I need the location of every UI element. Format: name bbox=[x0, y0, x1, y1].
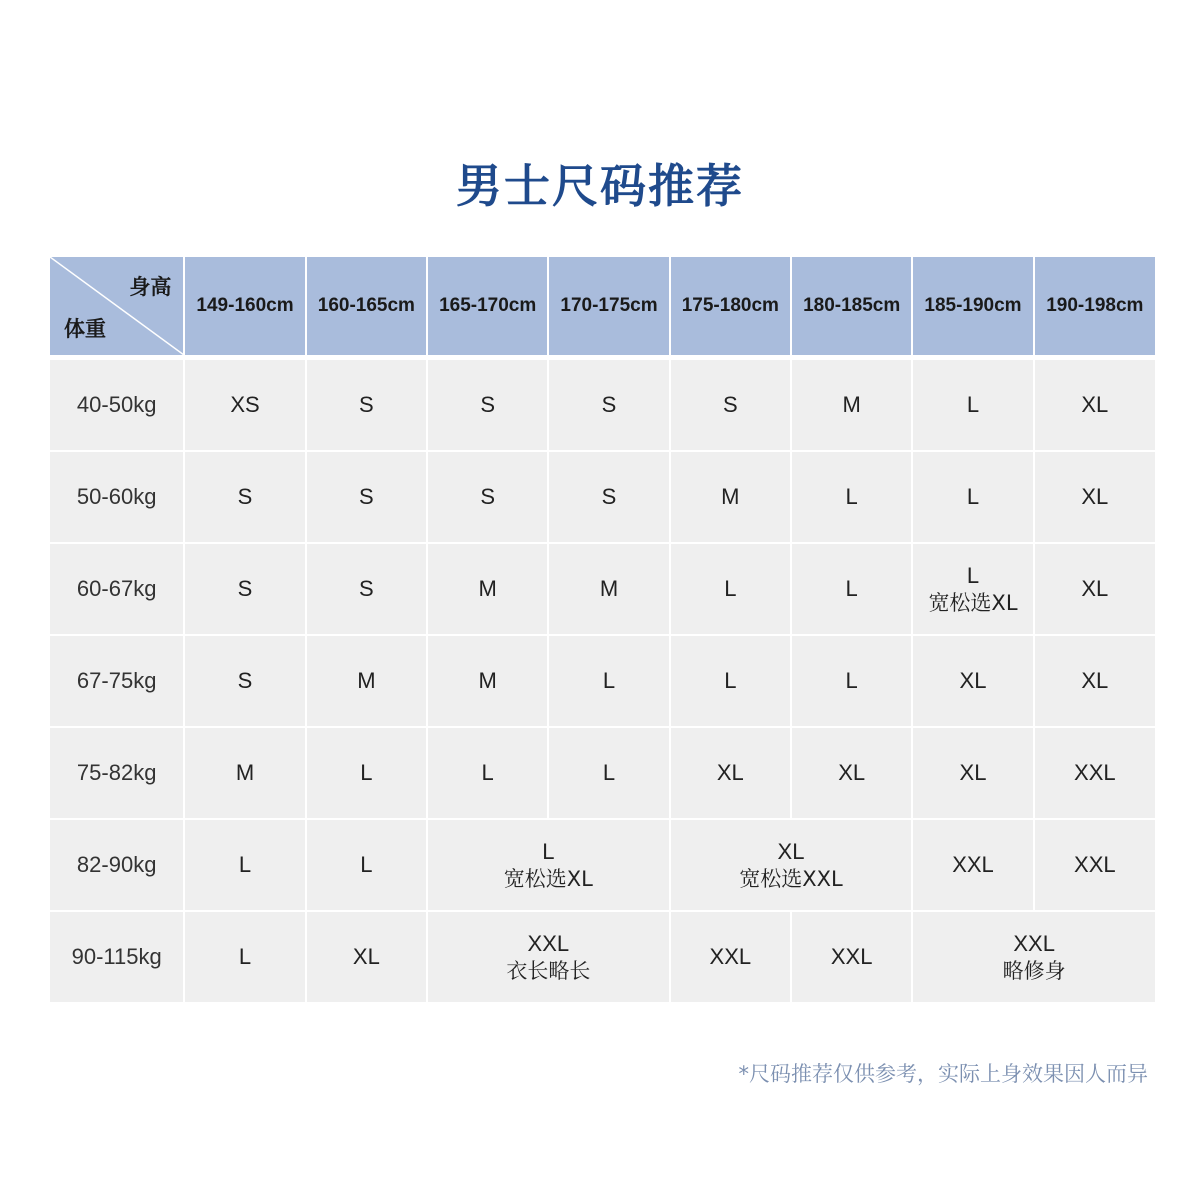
size-cell bbox=[1034, 635, 1155, 727]
size-cell bbox=[1034, 543, 1155, 635]
weight-row-label: 50-60kg bbox=[50, 451, 184, 543]
size-value: S bbox=[359, 576, 374, 602]
footnote: *尺码推荐仅供参考，实际上身效果因人而异 bbox=[738, 1062, 1148, 1086]
size-value: L bbox=[238, 852, 252, 878]
size-value: M bbox=[357, 668, 376, 694]
size-cell bbox=[306, 358, 427, 452]
size-value: S bbox=[480, 392, 496, 418]
size-cell bbox=[791, 911, 912, 1002]
size-cell bbox=[427, 727, 548, 819]
table-row bbox=[50, 819, 1155, 911]
size-cell bbox=[306, 451, 427, 543]
size-value: XS bbox=[230, 392, 260, 418]
size-cell bbox=[306, 727, 427, 819]
size-cell bbox=[791, 451, 912, 543]
table-row bbox=[50, 911, 1155, 1002]
size-cell bbox=[1034, 358, 1155, 452]
height-column-header: 170-175cm bbox=[548, 257, 669, 358]
size-cell bbox=[427, 819, 670, 911]
size-value: S bbox=[237, 576, 253, 602]
weight-row-label: 67-75kg bbox=[50, 635, 184, 727]
corner-header-cell bbox=[50, 257, 184, 358]
size-cell bbox=[670, 635, 791, 727]
size-value: M bbox=[842, 392, 861, 418]
size-cell bbox=[548, 635, 669, 727]
size-value: XL bbox=[716, 760, 744, 786]
size-value: XXL bbox=[1013, 931, 1055, 957]
size-cell bbox=[306, 911, 427, 1002]
size-cell bbox=[427, 358, 548, 452]
size-cell bbox=[548, 451, 669, 543]
size-value: S bbox=[359, 484, 374, 510]
height-axis-label: 身高 bbox=[129, 275, 172, 299]
size-cell bbox=[184, 358, 305, 452]
height-column-header: 185-190cm bbox=[912, 257, 1033, 358]
table-row bbox=[50, 727, 1155, 819]
size-value: L bbox=[966, 392, 980, 418]
size-cell bbox=[670, 543, 791, 635]
size-value: S bbox=[601, 392, 617, 418]
size-cell bbox=[184, 819, 305, 911]
height-column-header: 180-185cm bbox=[791, 257, 912, 358]
size-cell bbox=[427, 911, 670, 1002]
size-value: XXL bbox=[830, 944, 873, 970]
size-cell bbox=[427, 451, 548, 543]
size-value: XXL bbox=[709, 944, 752, 970]
table-row bbox=[50, 358, 1155, 452]
size-note: 宽松选XL bbox=[928, 590, 1018, 615]
size-value: M bbox=[478, 576, 497, 602]
size-value: L bbox=[966, 484, 980, 510]
size-value: L bbox=[360, 760, 373, 786]
table-row bbox=[50, 543, 1155, 635]
size-value: S bbox=[601, 484, 617, 510]
size-value: XXL bbox=[1074, 760, 1116, 786]
size-cell bbox=[427, 543, 548, 635]
size-value: L bbox=[724, 668, 737, 694]
size-value: S bbox=[359, 392, 374, 418]
size-value: XL bbox=[838, 760, 866, 786]
size-cell bbox=[670, 358, 791, 452]
size-cell bbox=[1034, 727, 1155, 819]
size-cell bbox=[548, 543, 669, 635]
table-row bbox=[50, 451, 1155, 543]
size-cell bbox=[306, 543, 427, 635]
size-cell bbox=[791, 358, 912, 452]
size-value: L bbox=[602, 760, 616, 786]
weight-axis-label: 体重 bbox=[64, 317, 106, 341]
size-value: M bbox=[721, 484, 740, 510]
size-cell bbox=[670, 911, 791, 1002]
size-value: XL bbox=[959, 668, 987, 694]
size-value: XL bbox=[777, 839, 805, 865]
size-value: L bbox=[845, 576, 858, 602]
weight-row-label: 82-90kg bbox=[50, 819, 184, 911]
size-cell bbox=[184, 635, 305, 727]
size-cell bbox=[184, 911, 305, 1002]
size-cell bbox=[791, 635, 912, 727]
size-value: XL bbox=[959, 760, 987, 786]
size-note: 略修身 bbox=[1002, 958, 1066, 983]
height-column-header: 175-180cm bbox=[670, 257, 791, 358]
size-value: S bbox=[237, 484, 253, 510]
header-row bbox=[50, 257, 1155, 358]
size-value: L bbox=[845, 668, 858, 694]
size-cell bbox=[184, 451, 305, 543]
size-cell bbox=[548, 358, 669, 452]
size-value: L bbox=[966, 563, 980, 589]
size-value: XL bbox=[1081, 576, 1109, 602]
size-cell bbox=[184, 543, 305, 635]
weight-row-label: 90-115kg bbox=[50, 911, 184, 1002]
size-cell bbox=[912, 451, 1033, 543]
size-cell bbox=[791, 727, 912, 819]
weight-row-label: 60-67kg bbox=[50, 543, 184, 635]
size-value: L bbox=[724, 576, 737, 602]
height-column-header: 160-165cm bbox=[306, 257, 427, 358]
size-value: L bbox=[360, 852, 373, 878]
size-cell bbox=[306, 819, 427, 911]
size-value: XL bbox=[1081, 484, 1109, 510]
size-value: XXL bbox=[527, 931, 570, 957]
size-cell bbox=[670, 727, 791, 819]
size-cell bbox=[912, 635, 1033, 727]
page-title: 男士尺码推荐 bbox=[456, 159, 744, 213]
size-value: M bbox=[599, 576, 619, 602]
size-value: L bbox=[845, 484, 858, 510]
size-value: L bbox=[602, 668, 616, 694]
size-value: M bbox=[478, 668, 497, 694]
size-recommendation-table bbox=[50, 257, 1155, 1002]
size-note: 宽松选XL bbox=[503, 866, 593, 891]
size-value: L bbox=[238, 944, 252, 970]
size-value: XL bbox=[1081, 668, 1109, 694]
size-cell bbox=[912, 358, 1033, 452]
height-column-header: 149-160cm bbox=[184, 257, 305, 358]
size-cell bbox=[427, 635, 548, 727]
size-value: S bbox=[722, 392, 738, 418]
size-note: 衣长略长 bbox=[506, 958, 591, 983]
size-cell bbox=[184, 727, 305, 819]
table-row bbox=[50, 635, 1155, 727]
size-cell bbox=[548, 727, 669, 819]
size-cell bbox=[912, 543, 1033, 635]
size-cell bbox=[791, 543, 912, 635]
size-value: M bbox=[235, 760, 255, 786]
size-cell bbox=[1034, 451, 1155, 543]
size-cell bbox=[912, 727, 1033, 819]
height-column-header: 165-170cm bbox=[427, 257, 548, 358]
size-value: S bbox=[237, 668, 253, 694]
size-cell bbox=[912, 819, 1033, 911]
size-value: L bbox=[481, 760, 494, 786]
height-column-header: 190-198cm bbox=[1034, 257, 1155, 358]
size-value: XXL bbox=[952, 852, 994, 878]
weight-row-label: 40-50kg bbox=[50, 358, 184, 452]
size-note: 宽松选XXL bbox=[739, 866, 843, 891]
size-value: L bbox=[542, 839, 555, 865]
size-value: XL bbox=[1081, 392, 1109, 418]
size-table-body bbox=[50, 358, 1155, 1003]
size-cell bbox=[670, 451, 791, 543]
size-value: XXL bbox=[1074, 852, 1116, 878]
size-cell bbox=[1034, 819, 1155, 911]
size-cell bbox=[670, 819, 913, 911]
weight-row-label: 75-82kg bbox=[50, 727, 184, 819]
size-cell bbox=[306, 635, 427, 727]
size-value: S bbox=[480, 484, 496, 510]
size-cell bbox=[912, 911, 1155, 1002]
size-value: XL bbox=[352, 944, 380, 970]
